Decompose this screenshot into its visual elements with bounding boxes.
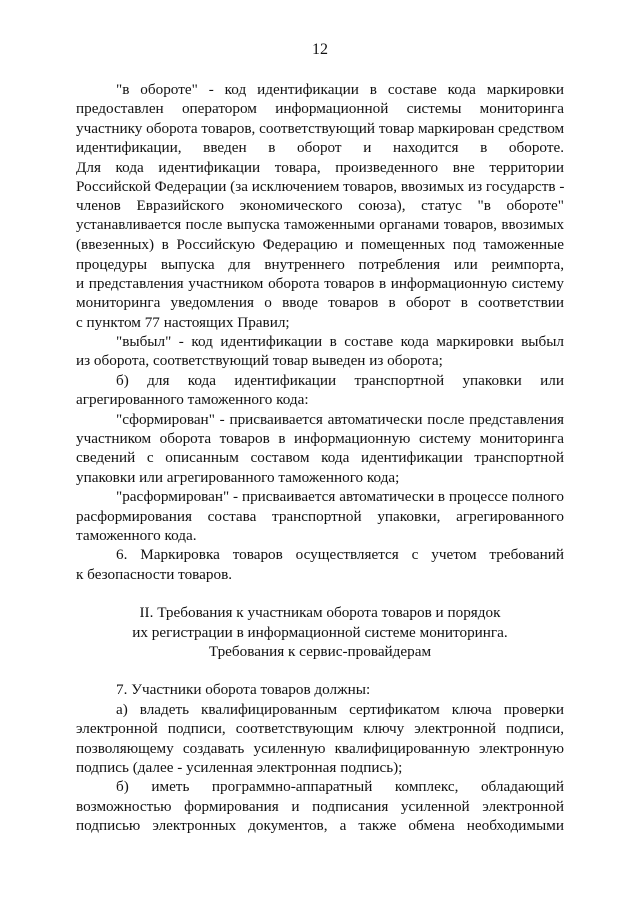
text-line: "расформирован" - присваивается автоматически в процессе полного <box>116 488 564 506</box>
text-line: устанавливается после выпуска таможенными органами товаров, ввозимых <box>76 216 564 233</box>
text-line: подпись (далее - усиленная электронная подпись); <box>76 758 403 776</box>
text-line: упаковки или агрегированного таможенного кода; <box>76 468 400 486</box>
section-heading-line: Требования к сервис-провайдерам <box>208 642 432 660</box>
text-line: мониторинга уведомления о вводе товаров в оборот в соответствии <box>76 294 564 312</box>
text-line: агрегированного таможенного кода: <box>76 391 309 409</box>
text-line: "в обороте" - код идентификации в составе кода маркировки <box>116 81 564 98</box>
text-line: предоставлен оператором информационной системы мониторинга <box>76 100 564 118</box>
text-line: позволяющему создавать усиленную квалифицированную электронную <box>76 739 564 757</box>
text-line: идентификации, введен в оборот и находится в обороте. <box>76 139 564 157</box>
text-line: "выбыл" - код идентификации в составе кода маркировки выбыл <box>116 333 564 351</box>
text-line: электронной подписи, соответствующим ключу электронной подписи, <box>76 720 564 738</box>
text-line: б) для кода идентификации транспортной упаковки или <box>116 371 564 389</box>
section-spacer <box>76 661 564 680</box>
text-line: участнику оборота товаров, соответствующий товар маркирован средством <box>76 119 565 137</box>
text-line: сведений с описанным составом кода идентификации транспортной <box>76 449 564 467</box>
text-line: 7. Участники оборота товаров должны: <box>116 681 371 699</box>
text-line: возможностью формирования и подписания усиленной электронной <box>76 797 564 815</box>
text-line: а) владеть квалифицированным сертификатом ключа проверки <box>116 700 564 718</box>
text-line: с пунктом 77 настоящих Правил; <box>76 313 290 331</box>
text-line: 6. Маркировка товаров осуществляется с учетом требований <box>116 546 564 564</box>
text-line: и представления участником оборота товаров в информационную систему <box>76 274 564 292</box>
text-line: из оборота, соответствующий товар выведен из оборота; <box>76 352 443 370</box>
text-line: б) иметь программно-аппаратный комплекс, обладающий <box>116 778 564 796</box>
text-line: участником оборота товаров в информационную систему мониторинга <box>76 430 564 448</box>
text-line: расформирования состава транспортной упаковки, агрегированного <box>76 507 564 525</box>
text-line: членов Евразийского экономического союза), статус "в обороте" <box>76 197 564 215</box>
text-line: к безопасности товаров. <box>76 565 233 583</box>
section-heading-line: II. Требования к участникам оборота товаров и порядок <box>139 604 501 622</box>
text-line: (ввезенных) в Российскую Федерацию и помещенных под таможенные <box>76 236 564 254</box>
text-line: процедуры выпуска для внутреннего потребления или реимпорта, <box>76 255 564 273</box>
page-number: 12 <box>312 41 328 58</box>
text-line: Для кода идентификации товара, произведенного вне территории <box>76 158 564 176</box>
text-line: таможенного кода. <box>76 526 197 544</box>
text-line: "сформирован" - присваивается автоматически после представления <box>116 410 564 428</box>
section-spacer <box>76 584 564 603</box>
text-line: подписью электронных документов, а также обмена необходимыми <box>76 817 564 835</box>
section-heading-line: их регистрации в информационной системе мониторинга. <box>132 623 508 641</box>
text-line: Российской Федерации (за исключением товаров, ввозимых из государств - <box>76 177 565 195</box>
document-body <box>76 80 564 835</box>
